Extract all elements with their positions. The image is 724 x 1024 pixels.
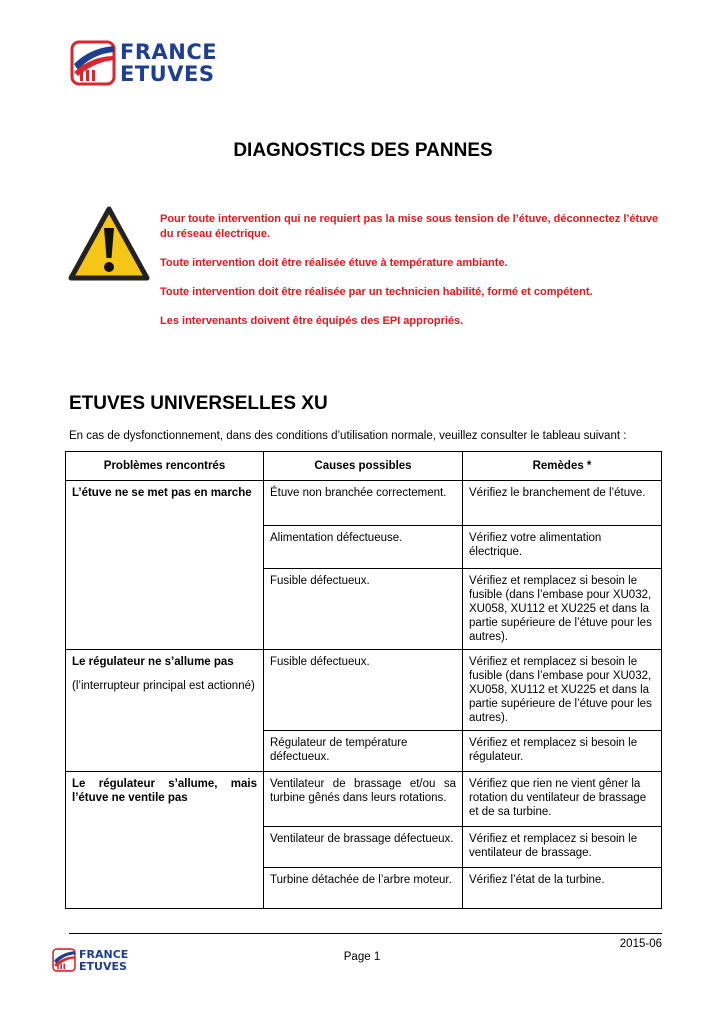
problem-text: Le régulateur s’allume, mais l’étuve ne ventile pas — [72, 778, 257, 804]
safety-warnings — [160, 212, 660, 343]
cause-cell: Régulateur de température défectueux. — [264, 731, 463, 772]
cause-cell: Ventilateur de brassage défectueux. — [264, 827, 463, 868]
warning-text: Toute intervention doit être réalisée étuve à température ambiante. — [160, 257, 508, 269]
cause-cell: Ventilateur de brassage et/ou sa turbine gênés dans leurs rotations. — [264, 772, 463, 827]
france-etuves-logo-icon — [70, 40, 116, 86]
problem-note: (l’interrupteur principal est actionné) — [72, 680, 255, 692]
brand-line2: ETUVES — [120, 62, 215, 86]
table-row — [66, 650, 662, 731]
column-header-remedies: Remèdes * — [463, 452, 662, 481]
footer-brand-line2: ETUVES — [79, 960, 127, 973]
page-number: Page 1 — [343, 951, 381, 963]
table-row — [66, 481, 662, 526]
remedy-cell: Vérifiez et remplacez si besoin le régulateur. — [463, 731, 662, 772]
remedy-cell: Vérifiez et remplacez si besoin le fusible (dans l’embase pour XU032, XU058, XU112 et XU225 et dans la partie supérieure de l’étuve pour les autres). — [463, 650, 662, 731]
problem-cell — [66, 481, 264, 650]
remedy-cell: Vérifiez votre alimentation électrique. — [463, 526, 662, 569]
problem-text: Le régulateur ne s’allume pas — [72, 656, 234, 668]
remedy-cell: Vérifiez et remplacez si besoin le fusible (dans l’embase pour XU032, XU058, XU112 et XU225 et dans la partie supérieure de l’étuve pour les autres). — [463, 569, 662, 650]
remedy-cell: Vérifiez le branchement de l’étuve. — [463, 481, 662, 526]
column-header-causes: Causes possibles — [264, 452, 463, 481]
warning-text: Les intervenants doivent être équipés des EPI appropriés. — [160, 315, 464, 327]
diagnostic-table — [65, 451, 662, 909]
cause-cell: Alimentation défectueuse. — [264, 526, 463, 569]
problem-text: L’étuve ne se met pas en marche — [72, 487, 252, 499]
cause-cell: Fusible défectueux. — [264, 569, 463, 650]
brand-line1: FRANCE — [120, 40, 218, 64]
remedy-cell: Vérifiez que rien ne vient gêner la rotation du ventilateur de brassage et de sa turbine. — [463, 772, 662, 827]
remedy-cell: Vérifiez l’état de la turbine. — [463, 868, 662, 909]
column-header-problems: Problèmes rencontrés — [66, 452, 264, 481]
footer-divider — [69, 933, 662, 934]
problem-cell — [66, 772, 264, 909]
warning-text: Pour toute intervention qui ne requiert pas la mise sous tension de l’étuve, déconnectez l’étuve du réseau électrique. — [160, 213, 659, 240]
footer-date: 2015-06 — [619, 938, 662, 950]
warning-text: Toute intervention doit être réalisée par un technicien habilité, formé et compétent. — [160, 286, 593, 298]
footer-brand-line1: FRANCE — [79, 948, 129, 961]
warning-triangle-icon — [68, 206, 150, 282]
remedy-cell: Vérifiez et remplacez si besoin le ventilateur de brassage. — [463, 827, 662, 868]
page-title: DIAGNOSTICS DES PANNES — [233, 140, 493, 161]
table-row — [66, 772, 662, 827]
problem-cell — [66, 650, 264, 772]
cause-cell: Étuve non branchée correctement. — [264, 481, 463, 526]
cause-cell: Turbine détachée de l’arbre moteur. — [264, 868, 463, 909]
section-title: ETUVES UNIVERSELLES XU — [69, 393, 328, 414]
intro-text: En cas de dysfonctionnement, dans des conditions d’utilisation normale, veuillez consulter le tableau suivant : — [69, 430, 627, 442]
cause-cell: Fusible défectueux. — [264, 650, 463, 731]
brand-logo — [70, 40, 250, 88]
table-header-row — [66, 452, 662, 481]
